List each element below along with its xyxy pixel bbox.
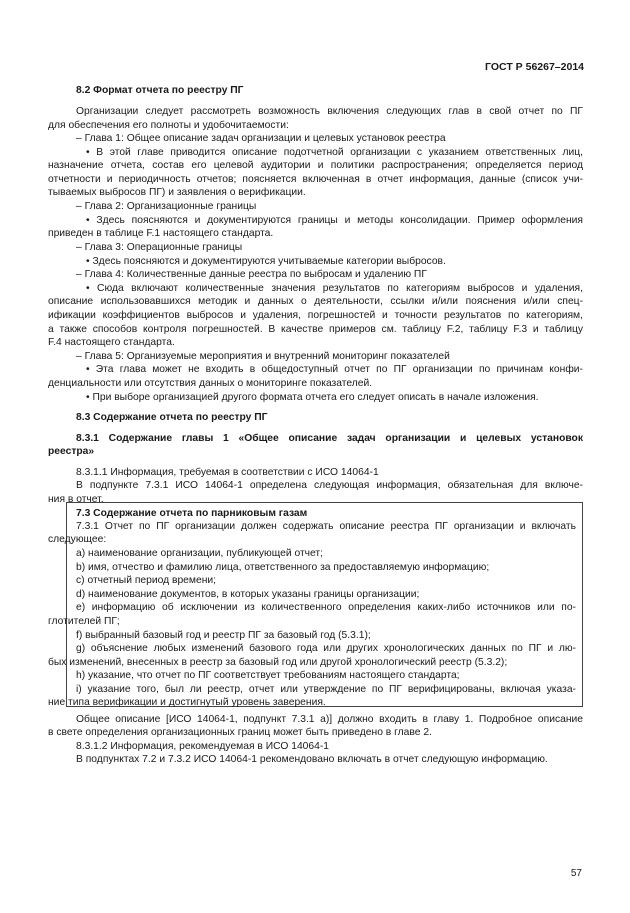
text-line: • Здесь поясняются и документируются учитываемые категории выбросов. (86, 256, 446, 267)
text-line: Общее описание [ИСО 14064-1, подпункт 7.3.1 a)] должно входить в главу 1. Подробное описание (76, 714, 583, 725)
text-line: ние типа верификации и достигнутый уровень заверения. (48, 697, 326, 708)
text-line: d) наименование документов, в которых указаны границы организации; (76, 589, 420, 600)
text-line: бых изменений, внесенных в реестр за базовый год или другой хронологический реестр (5.3.2); (48, 657, 508, 668)
text-line: e) информацию об исключении из количественного определения каких-либо источников или по- (76, 602, 576, 613)
text-line: глотителей ПГ; (48, 616, 120, 627)
text-line: c) отчетный период времени; (76, 575, 216, 586)
text-line: 8.3.1 Содержание главы 1 «Общее описание задач организации и целевых установок (76, 433, 583, 444)
text-line: • Эта глава может не входить в общедоступный отчет по ПГ организации по причинам конфи- (86, 364, 583, 375)
text-line: тываемых выбросов ПГ) и заявления о верификации. (48, 187, 306, 198)
text-line: f) выбранный базовый год и реестр ПГ за базовый год (5.3.1); (76, 630, 371, 641)
text-line: – Глава 3: Операционные границы (76, 242, 243, 253)
text-line: следующее: (48, 534, 107, 545)
text-line: отчетности и периодичность отчетов; поясняется включенная в отчет информация, данные (список учи- (48, 174, 583, 185)
text-line: – Глава 1: Общее описание задач организации и целевых установок реестра (76, 133, 446, 144)
text-line: В подпункте 7.3.1 ИСО 14064-1 определена следующая информация, обязательная для включе- (76, 480, 583, 491)
text-line: 8.3.1.1 Информация, требуемая в соответствии с ИСО 14064-1 (76, 467, 379, 478)
text-line: • Сюда включают количественные значения результатов по категориям выбросов и удаления, (86, 283, 583, 294)
text-line: Организации следует рассмотреть возможность включения следующих глав в свой отчет по ПГ (76, 106, 583, 117)
text-line: для обеспечения его полноты и удобочитаемости: (48, 120, 289, 131)
text-line: 8.3 Содержание отчета по реестру ПГ (76, 412, 268, 423)
text-line: h) указание, что отчет по ПГ соответствует требованиям настоящего стандарта; (76, 670, 460, 681)
text-line: • Здесь поясняются и документируются границы и методы консолидации. Пример оформления (86, 215, 583, 226)
text-line: ификации коэффициентов выбросов и удаления, погрешностей и точности результатов по категориям, (48, 310, 583, 321)
text-line: a) наименование организации, публикующей отчет; (76, 548, 323, 559)
text-line: В подпунктах 7.2 и 7.3.2 ИСО 14064-1 рекомендовано включать в отчет следующую информацию. (76, 754, 548, 765)
text-line: – Глава 5: Организуемые мероприятия и внутренний мониторинг показателей (76, 351, 450, 362)
text-line: F.4 настоящего стандарта. (48, 337, 175, 348)
text-line: b) имя, отчество и фамилию лица, ответственного за предоставляемую информацию; (76, 562, 490, 573)
text-line: ния в отчет. (48, 494, 104, 505)
text-line: – Глава 2: Организационные границы (76, 201, 257, 212)
text-line: 7.3 Содержание отчета по парниковым газам (76, 508, 308, 519)
text-line: 7.3.1 Отчет по ПГ организации должен содержать описание реестра ПГ организации и включать (76, 521, 576, 532)
text-line: g) объяснение любых изменений базового года или других хронологических данных по ПГ и лю- (76, 643, 576, 654)
text-line: – Глава 4: Количественные данные реестра по выбросам и удалению ПГ (76, 269, 427, 280)
text-line: 8.2 Формат отчета по реестру ПГ (76, 85, 244, 96)
text-line: приведен в таблице F.1 настоящего стандарта. (48, 228, 274, 239)
text-line: • При выборе организацией другого формата отчета его следует описать в начале изложения. (86, 392, 539, 403)
text-line: описание использовавшихся методик и данных о деятельности, ссылки и/или пояснения и/или спец- (48, 296, 583, 307)
page-number: 57 (570, 868, 582, 879)
text-line: назначение отчета, состав его целевой аудитории и политики распространения; определяется период (48, 160, 583, 171)
standard-header: ГОСТ Р 56267–2014 (485, 61, 584, 73)
text-line: денциальности или отсутствия данных о мониторинге показателей. (48, 378, 373, 389)
text-line: реестра» (48, 446, 95, 457)
text-line: а также способов контроля погрешностей. В качестве примеров см. таблицу F.2, таблицу F.3 и таблицу (48, 324, 583, 335)
text-line: • В этой главе приводится описание подотчетной организации с указанием ответственных лиц, (86, 147, 583, 158)
text-line: 8.3.1.2 Информация, рекомендуемая в ИСО 14064-1 (76, 741, 330, 752)
text-line: в свете определения организационных границ может быть приведено в главе 2. (48, 727, 432, 738)
text-line: i) указание того, был ли реестр, отчет или утверждение по ПГ верифицированы, включая указа- (76, 684, 576, 695)
